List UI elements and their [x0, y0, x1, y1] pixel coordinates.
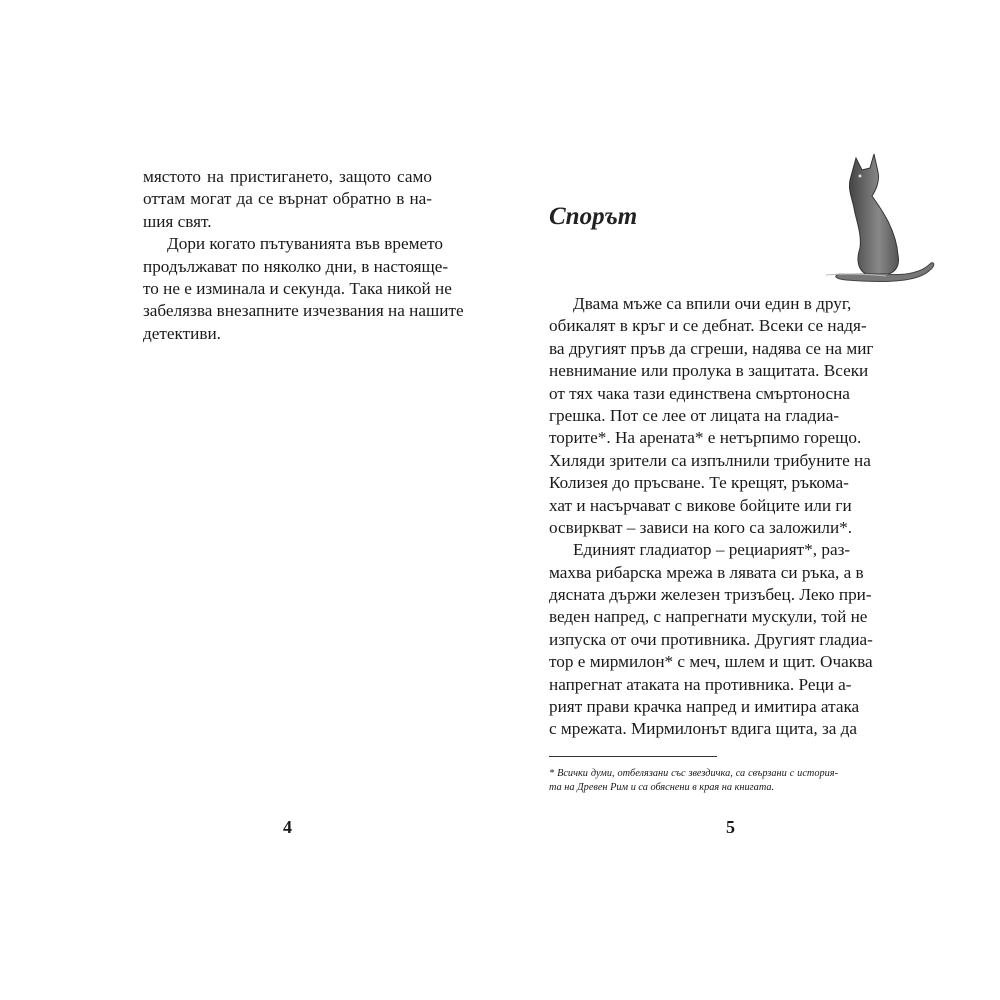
footnote-line: * Всички думи, отбелязани със звездичка, са свързани с история- — [549, 768, 838, 779]
text-line: напрегнат атаката на противника. Реци а- — [549, 674, 852, 694]
text-line: оттам могат да се върнат обратно в на- — [143, 189, 432, 209]
page-number-right: 5 — [726, 817, 735, 837]
text-line: мястото на пристигането, защото само — [143, 167, 432, 186]
text-line: с мрежата. Мирмилонът вдига щита, за да — [549, 719, 858, 739]
text-line: изпуска от очи противника. Другият гладиа- — [549, 629, 873, 649]
chapter-title: Спорът — [549, 203, 638, 230]
text-line: Дори когато пътуванията във времето — [167, 234, 444, 254]
footnote-line: та на Древен Рим и са обяснени в края на книгата. — [549, 782, 775, 793]
text-line: хат и насърчават с викове бойците или ги — [549, 495, 852, 515]
page-number-left: 4 — [283, 817, 292, 837]
cat-illustration — [826, 150, 938, 285]
left-page-text — [143, 166, 464, 345]
text-line: грешка. Пот се лее от лицата на гладиа- — [549, 405, 840, 425]
text-line: тор е мирмилон* с меч, шлем и щит. Очаква — [549, 652, 873, 672]
text-line: шия свят. — [143, 211, 212, 231]
text-line: торите*. На арената* е нетърпимо горещо. — [549, 428, 862, 448]
text-line: детективи. — [143, 323, 221, 343]
text-line: дясната държи железен тризъбец. Леко при- — [549, 585, 872, 605]
text-line: веден напред, с напрегнати мускули, той не — [549, 607, 868, 627]
text-line: освиркват – зависи на кого са заложили*. — [549, 517, 853, 537]
text-line: то не е изминала и секунда. Така никой не — [143, 278, 452, 298]
text-line: обикалят в кръг и се дебнат. Всеки се надя- — [549, 316, 867, 336]
text-line: Колизея до пръсване. Те крещят, ръкома- — [549, 473, 849, 493]
text-line: рият прави крачка напред и имитира атака — [549, 697, 860, 717]
right-page-text — [549, 293, 874, 741]
text-line: продължават по няколко дни, в настояще- — [143, 256, 449, 276]
text-line: забелязва внезапните изчезвания на нашите — [143, 301, 464, 321]
text-line: ва другият пръв да сгреши, надява се на миг — [549, 338, 874, 358]
text-line: от тях чака тази единствена смъртоносна — [549, 383, 850, 403]
text-line: Двама мъже са впили очи един в друг, — [573, 294, 852, 313]
text-line: Единият гладиатор – рециарият*, раз- — [573, 540, 851, 560]
text-line: невнимание или пролука в защитата. Всеки — [549, 361, 869, 381]
text-line: махва рибарска мрежа в лявата си ръка, а в — [549, 562, 864, 582]
text-line: Хиляди зрители са изпълнили трибуните на — [549, 450, 871, 470]
footnote-divider — [549, 756, 717, 757]
